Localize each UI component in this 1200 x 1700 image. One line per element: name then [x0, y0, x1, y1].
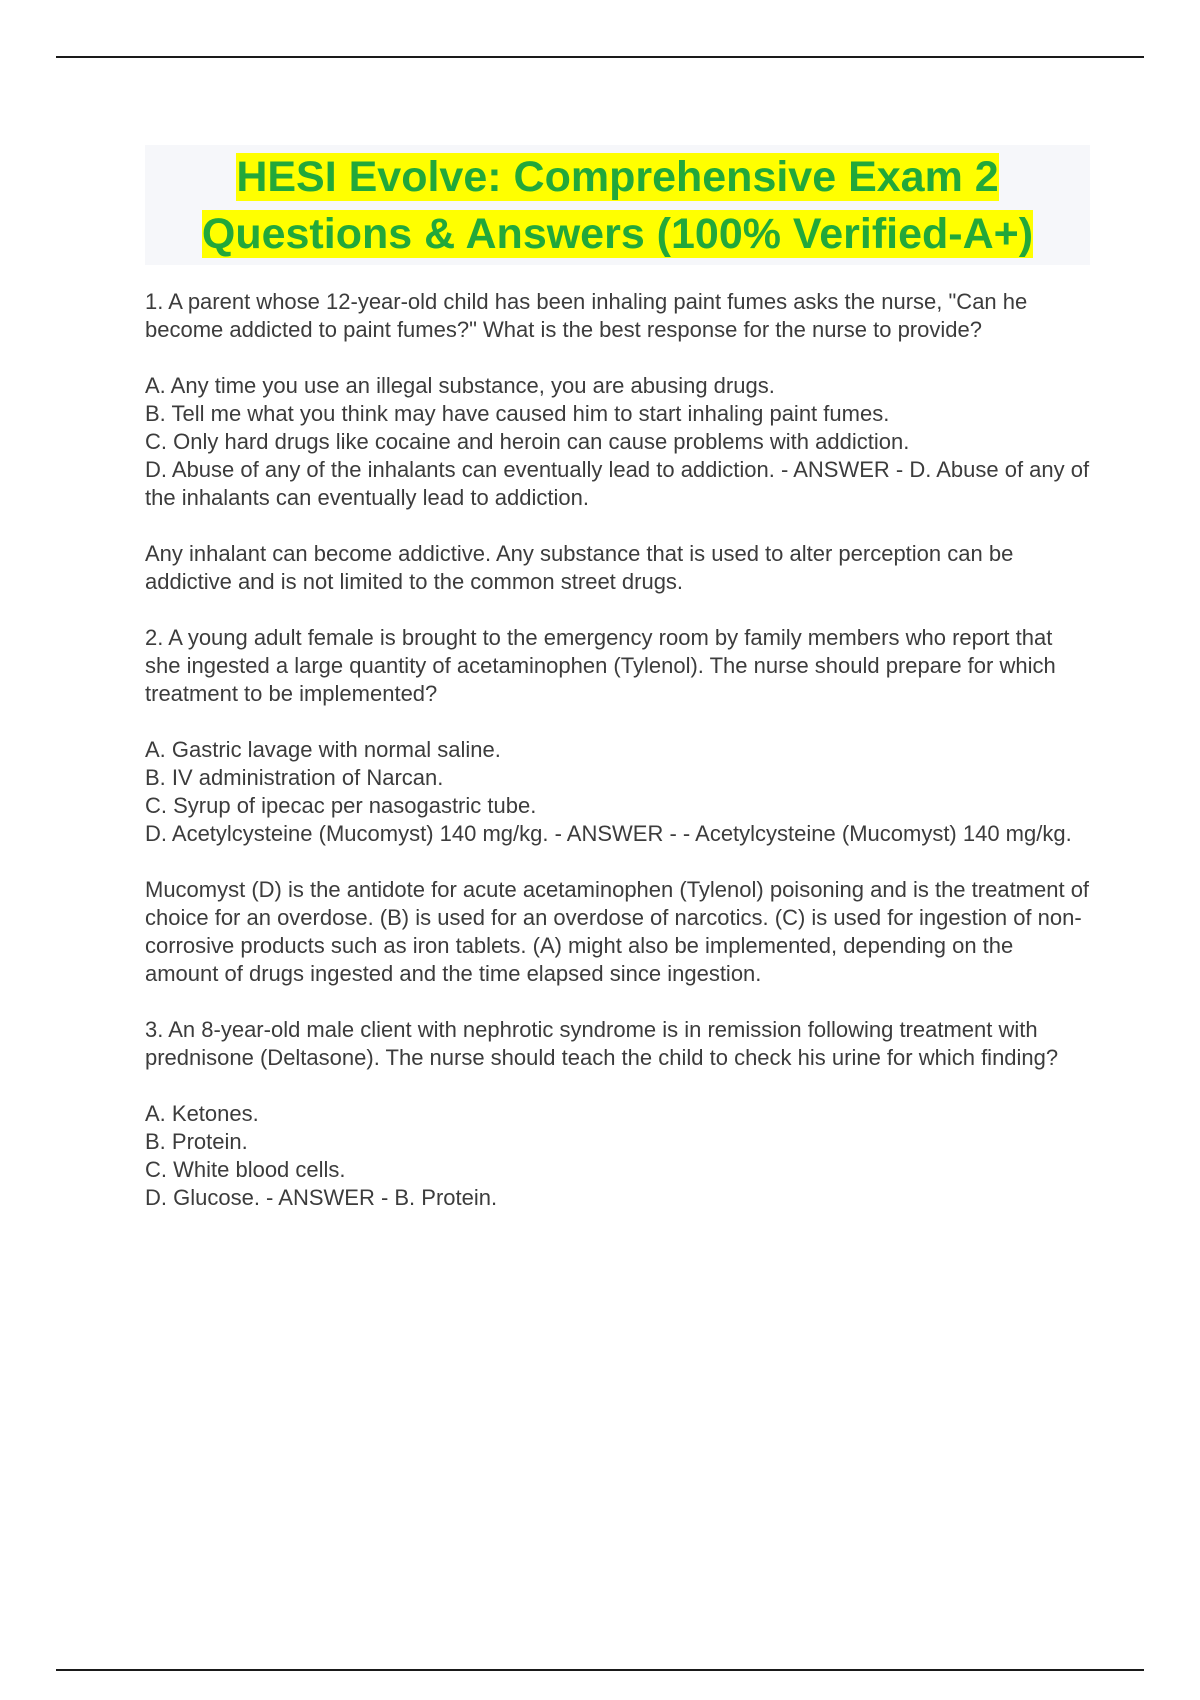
option-a: A. Gastric lavage with normal saline. [145, 737, 501, 762]
question-3-stem [145, 1016, 1090, 1072]
option-d-answer: D. Acetylcysteine (Mucomyst) 140 mg/kg. - ANSWER - - Acetylcysteine (Mucomyst) 140 mg/kg. [145, 821, 1072, 846]
title-box [145, 145, 1090, 265]
question-2-rationale [145, 876, 1090, 988]
document-body [145, 288, 1090, 1212]
question-1-options [145, 372, 1090, 512]
question-3-options [145, 1100, 1090, 1212]
question-stem: 3. An 8-year-old male client with nephrotic syndrome is in remission following treatment with prednisone (Deltasone). The nurse should teach the child to check his urine for which finding? [145, 1017, 1059, 1070]
option-b: B. IV administration of Narcan. [145, 765, 444, 790]
option-a: A. Any time you use an illegal substance, you are abusing drugs. [145, 373, 775, 398]
option-c: C. Only hard drugs like cocaine and heroin can cause problems with addiction. [145, 429, 910, 454]
option-d-answer: D. Abuse of any of the inhalants can eventually lead to addiction. - ANSWER - D. Abuse of any of the inhalants can eventually lead to addiction. [145, 457, 1090, 510]
option-c: C. White blood cells. [145, 1157, 346, 1182]
top-rule [56, 56, 1144, 58]
document-title [145, 149, 1090, 263]
question-stem: 2. A young adult female is brought to the emergency room by family members who report that she ingested a large quantity of acetaminophen (Tylenol). The nurse should prepare for which treatment to be implemented? [145, 625, 1056, 706]
document-content [145, 145, 1090, 1240]
question-stem: 1. A parent whose 12-year-old child has been inhaling paint fumes asks the nurse, "Can he become addicted to paint fumes?" What is the best response for the nurse to provide? [145, 289, 1028, 342]
option-a: A. Ketones. [145, 1101, 259, 1126]
bottom-rule [56, 1669, 1144, 1671]
option-b: B. Protein. [145, 1129, 248, 1154]
title-highlight: HESI Evolve: Comprehensive Exam 2 Questions & Answers (100% Verified-A+) [201, 153, 1034, 258]
option-b: B. Tell me what you think may have caused him to start inhaling paint fumes. [145, 401, 890, 426]
question-2-options [145, 736, 1090, 848]
option-c: C. Syrup of ipecac per nasogastric tube. [145, 793, 537, 818]
question-1-rationale [145, 540, 1090, 596]
question-1-stem [145, 288, 1090, 344]
rationale-text: Any inhalant can become addictive. Any substance that is used to alter perception can be addictive and is not limited to the common street drugs. [145, 541, 1014, 594]
rationale-text: Mucomyst (D) is the antidote for acute acetaminophen (Tylenol) poisoning and is the treatment of choice for an overdose. (B) is used for an overdose of narcotics. (C) is used for ingestion of non-corrosive products such as iron tablets. (A) might also be implemented, depending on the amount of drugs ingested and the time elapsed since ingestion. [145, 877, 1090, 986]
question-2-stem [145, 624, 1090, 708]
option-d-answer: D. Glucose. - ANSWER - B. Protein. [145, 1185, 498, 1210]
